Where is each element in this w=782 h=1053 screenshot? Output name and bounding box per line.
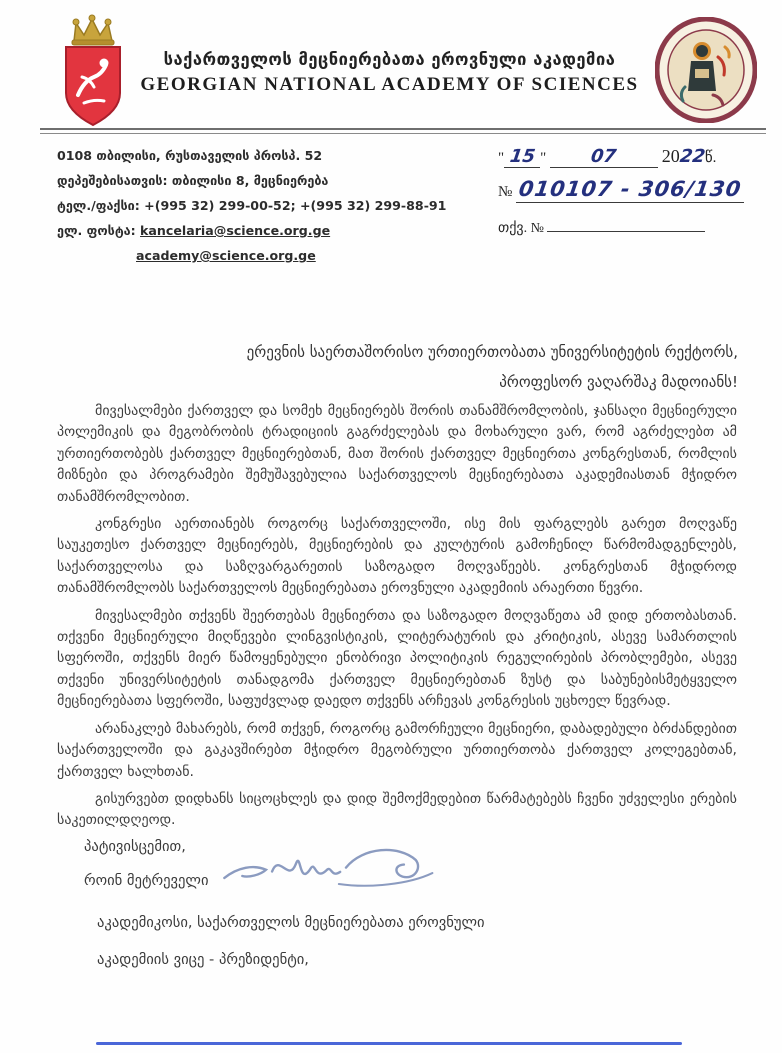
handwritten-month: 07 [589,146,619,167]
paragraph: გისურვებთ დიდხანს სიცოცხლეს და დიდ შემოქმედებით წარმატებებს ჩვენი უძველესი ერების საკეთილდღეოდ. [57,790,737,829]
handwritten-signature [217,832,460,904]
signer-title-line-2: აკადემიის ვიცე - პრეზიდენტი, [97,951,309,968]
handwritten-number: 010107 - 306/130 [517,177,743,201]
date-line [498,146,764,168]
signer-title-line-1: აკადემიკოსი, საქართველოს მეცნიერებათა ეროვნული [97,914,485,931]
recipient-line-2: პროფესორ ვაღარშაკ მადოიანს! [499,373,738,391]
address-line: 0108 თბილისი, რუსთაველის პროსპ. 52 [57,148,323,163]
year-printed: 20 [661,146,680,166]
email-link-kancelaria[interactable]: kancelaria@science.org.ge [140,223,331,238]
reference-block [498,146,764,237]
year-suffix: წ. [704,150,717,166]
recipient-block [247,337,738,397]
paragraph: არანაკლებ მახარებს, რომ თქვენ, როგორც გამორჩეული მეცნიერი, დაბადებული ბრძანდებით საქართველოში და გაკავშირებთ მჭიდრო მეგობრული ურთიერთობა ქართველ კოლეგებთან, ქართველ ხალხთან. [57,720,737,780]
outgoing-number-line [498,177,764,203]
paragraph: კონგრესი აერთიანებს როგორც საქართველოში, ისე მის ფარგლებს გარეთ მოღვაწე საუკეთესო ქართველ მეცნიერებს, მეცნიერების და კულტურის გამოჩენილ წარმომადგენლებს, საქართველოსა და საზღვარგარეთის საზოგადო მოღვაწეებს. კონგრესთან მჭიდროდ თანამშრომლობს საქართველოს მეცნიერებათა ეროვნული აკადემიის არაერთი წევრი. [57,516,737,597]
bottom-scan-line [96,1042,682,1045]
email-label: ელ. ფოსტა: [57,223,136,238]
paragraph: მივესალმები ქართველ და სომეხ მეცნიერებს შორის თანამშრომლობის, ჯანსაღი მეცნიერული პოლემიკის და მეგობრობის ტრადიციის გაგრძელებას და მოხარული ვარ, რომ აგრძელებთ ამ ურთიერთობებს ქართველ მეცნიერებთან, მათ შორის ქართველ მეცნიერთა კონგრესთან, რომლის მიზნები და პროგრამები შემუშავებულია საქართველოს მეცნიერებათა აკადემიასთან მჭიდრო თანამშრომლობით. [57,403,737,505]
letter-body [57,401,737,838]
letterhead-titles [132,50,647,96]
phone-fax-line: ტელ./ფაქსი: +(995 32) 299-00-52; +(995 32) 299-88-91 [57,198,447,213]
telegraph-line: დეპეშებისათვის: თბილისი 8, მეცნიერება [57,173,329,188]
contact-block [57,146,446,271]
signer-name: როინ მეტრეველი [84,872,209,889]
georgian-coat-of-arms-icon [60,13,128,127]
email-link-academy[interactable]: academy@science.org.ge [136,248,316,263]
recipient-line-1: ერევნის საერთაშორისო ურთიერთობათა უნივერსიტეტის რექტორს, [246,343,738,361]
org-name-english: GEORGIAN NATIONAL ACADEMY OF SCIENCES [140,74,639,95]
paragraph: მივესალმები თქვენს შეერთებას მეცნიერთა და საზოგადო მოღვაწეთა ამ დიდ ერთობასთან. თქვენი მეცნიერული მიღწევები ლინგვისტიკის, ლიტერატურის და კრიტიკის, ასევე სამართლის სფეროში, თქვენს მიერ წამოყენებული ენობრივი პოლიტიკის რეგულირების პრობლემები, ასევე თქვენი უნივერსიტეტის თანადგომა ქართველ მეცნიერებთან ზუსტ და საბუნებისმეტყველო მეცნიერებათა სფეროში, საფუძვლად დაედო თქვენს არჩევას კონგრესის უცხოელ წევრად. [57,607,737,710]
handwritten-day: 15 [508,146,537,167]
open-quote: " [498,150,505,166]
your-number-line [498,215,764,237]
org-name-georgian: საქართველოს მეცნიერებათა ეროვნული აკადემია [163,50,616,69]
handwritten-year: 22 [678,146,707,167]
academy-seal-icon [655,17,757,123]
closing-salutation: პატივისცემით, [84,838,186,855]
header-divider [40,128,766,134]
your-number-label: თქვ. № [498,221,544,236]
number-label: № [498,184,513,200]
close-quote: " [540,150,547,166]
your-number-blank [547,215,705,232]
